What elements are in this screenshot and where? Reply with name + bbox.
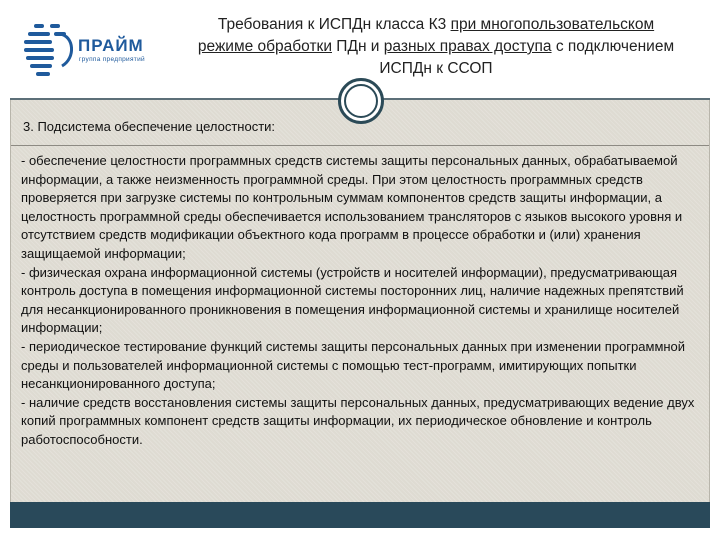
section-divider: [11, 145, 709, 146]
paragraph: - физическая охрана информационной системы (устройств и носителей информации), предусматривающая контроль доступа в помещения информационной системы посторонних лиц, наличие надежных препятствий для несанкционированного проникновения в помещения информационной системы и хранилище носителей информации;: [21, 264, 684, 336]
logo-name: ПРАЙМ: [78, 36, 144, 55]
title-line2-c: разных правах доступа: [383, 38, 552, 55]
title-line1-b: при многопользовательском: [450, 16, 655, 33]
logo-subtitle: группа предприятий: [79, 56, 145, 63]
body-text: [21, 152, 705, 450]
paragraph: - периодическое тестирование функций системы защиты персональных данных при изменении программной среды и пользователей информационной системы с помощью тест-программ, имитирующих попытки несанкционированного доступа;: [21, 338, 686, 392]
title-line3: ИСПДн к ССОП: [379, 60, 493, 77]
title-line2-d: с подключением: [551, 38, 675, 55]
title-line1-a: Требования к ИСПДн класса К3: [217, 16, 451, 33]
logo-emblem-icon: [20, 14, 76, 78]
content-panel: [10, 100, 710, 502]
footer-bar: [10, 502, 710, 528]
title-line2-a: режиме обработки: [197, 38, 332, 55]
title-line2-b: ПДн и: [332, 38, 384, 55]
paragraph: - обеспечение целостности программных средств системы защиты персональных данных, обрабатываемой информации, а также неизменность программной среды. При этом целостность программных средств проверяется при загрузке системы по контрольным суммам компонентов средств защиты информации, а целостность программной среды обеспечивается использованием трансляторов с языков высокого уровня и отсутствием средств модификации объектного кода программ в процессе обработки и (или) хранения защищаемой информации;: [21, 153, 683, 261]
section-heading: 3. Подсистема обеспечение целостности:: [23, 119, 276, 134]
paragraph: - наличие средств восстановления системы защиты персональных данных, предусматривающих ведение двух копий программных компонент средств защиты информации, их периодическое обновление и контроль работоспособности.: [21, 394, 695, 447]
page-title: [156, 14, 716, 80]
circle-ornament-icon: [338, 78, 384, 124]
company-logo: [20, 14, 160, 84]
